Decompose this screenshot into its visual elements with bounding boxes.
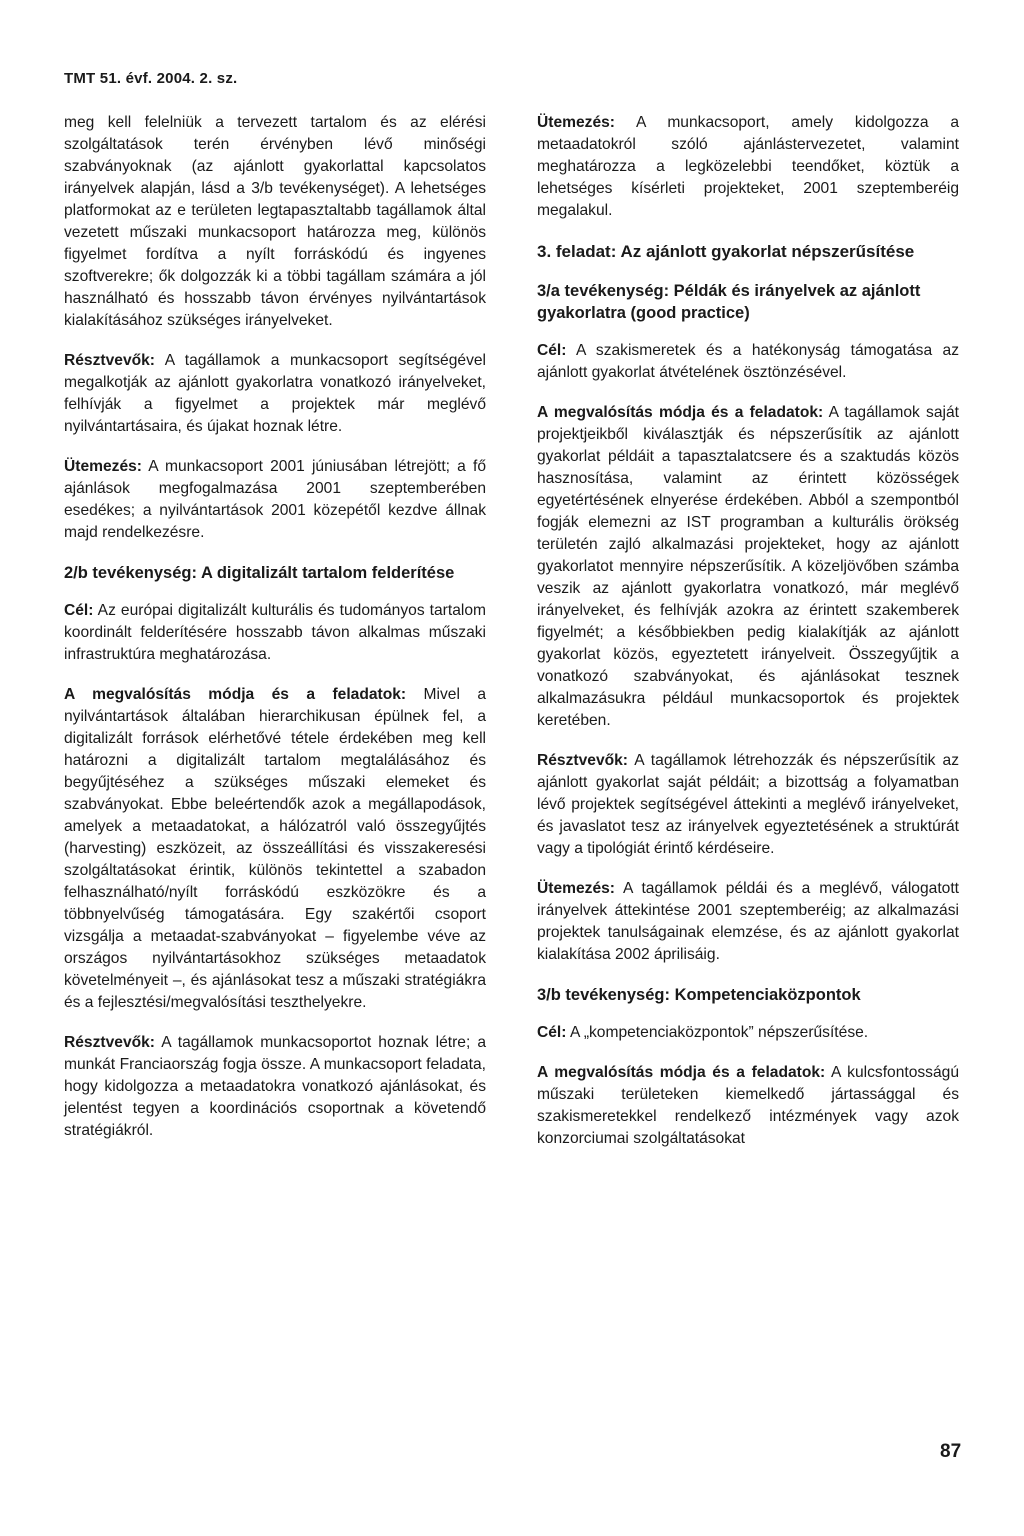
paragraph-lead: A megvalósítás módja és a feladatok:	[64, 686, 407, 703]
page-number: 87	[940, 1441, 962, 1462]
paragraph	[64, 112, 486, 332]
paragraph	[537, 340, 959, 384]
paragraph-lead: Résztvevők:	[64, 352, 156, 369]
paragraph-lead: Résztvevők:	[64, 1034, 156, 1051]
paragraph-text: A tagállamok a munkacsoport segítségével megalkotják az ajánlott gyakorlatra vonatkozó irányelveket, felhívják a figyelmet a projektek már meglévő nyilvántartásaira, és újakat hoznak létre.	[64, 352, 486, 435]
right-column	[537, 112, 959, 1168]
paragraph-text: A tagállamok saját projektjeikből kiválasztják és népszerűsítik az ajánlott gyakorlat példáit a tapasztalatcsere és a szaktudás közös hasznosítása, valamint az érintett közösségek egyetértésének elnyerése érdekében. Abból a szempontból fogják elemezni az IST programban a kulturális örökség területén zajló alkalmazási projekteket, hogy az ajánlott gyakorlatot mennyire népszerűsítik. A közeljövőben számba veszik az ajánlott gyakorlatra vonatkozó, már meglévő irányelveket, és felhívják azokra az érintett szakemberek figyelmét; a későbbiekben pedig kialakítják az ajánlott gyakorlat közös, egyeztetett irányelveit. Összegyűjtik a vonatkozó szabványokat, és ajánlásokat tesznek alkalmazásukra például munkacsoportok és projektek keretében.	[537, 404, 959, 729]
paragraph-lead: Ütemezés:	[537, 880, 615, 897]
section-heading: 3/b tevékenység: Kompetenciaközpontok	[537, 986, 861, 1004]
paragraph	[64, 1032, 486, 1142]
paragraph-lead: Cél:	[64, 602, 94, 619]
paragraph-lead: Cél:	[537, 1024, 567, 1041]
paragraph-text: A „kompetenciaközpontok” népszerűsítése.	[566, 1024, 869, 1041]
paragraph-lead: A megvalósítás módja és a feladatok:	[537, 404, 824, 421]
journal-header: TMT 51. évf. 2004. 2. sz.	[64, 70, 238, 87]
paragraph	[537, 1022, 959, 1044]
paragraph-text: A tagállamok munkacsoportot hoznak létre; a munkát Franciaország fogja össze. A munkacsoport feladata, hogy kidolgozza a metaadatokra vonatkozó ajánlásokat, és jelentést tegyen a koordinációs csoportnak a követendő stratégiákról.	[64, 1034, 486, 1139]
task-heading: 3. feladat: Az ajánlott gyakorlat népszerűsítése	[537, 242, 915, 261]
paragraph-text: A tagállamok létrehozzák és népszerűsítik az ajánlott gyakorlat saját példáit; a bizottság a folyamatban lévő projektek segítségével áttekinti a meglévő irányelveket, és javaslatot tesz az irányelvek egyeztetésének a struktúrát vagy a tipológiát érintő kérdéseire.	[537, 752, 959, 857]
paragraph	[64, 456, 486, 544]
paragraph	[537, 402, 959, 732]
left-column	[64, 112, 486, 1160]
paragraph	[537, 878, 959, 966]
paragraph	[64, 600, 486, 666]
paragraph-text: A szakismeretek és a hatékonyság támogatása az ajánlott gyakorlat átvételének ösztönzésével.	[537, 342, 959, 381]
paragraph-text: A munkacsoport 2001 júniusában létrejött; a fő ajánlások megfogalmazása 2001 szeptemberében esedékes; a nyilvántartások 2001 közepétől kezdve állnak majd rendelkezésre.	[64, 458, 486, 541]
paragraph-lead: Ütemezés:	[64, 458, 142, 475]
paragraph-text: meg kell felelniük a tervezett tartalom és az elérési szolgáltatások terén érvényben lévő minőségi szabványoknak (az ajánlott gyakorlattal kapcsolatos irányelvek alapján, lásd a 3/b tevékenységet). A lehetséges platformokat az e területen legtapasztaltabb tagállamok által vezetett műszaki munkacsoport határozza meg, különös figyelmet fordítva a nyílt forráskódú és ingyenes szoftverekre; ők dolgozzák ki a többi tagállam számára a jól használható és hosszabb távon érvényes nyilvántartások kialakításához szükséges irányelveket.	[64, 114, 486, 329]
paragraph-lead: Cél:	[537, 342, 567, 359]
section-heading: 3/a tevékenység: Példák és irányelvek az ajánlott gyakorlatra (good practice)	[537, 282, 921, 322]
paragraph	[537, 750, 959, 860]
paragraph-text: A kulcsfontosságú műszaki területeken kiemelkedő jártassággal és szakismeretekkel rendelkező intézmények vagy azok konzorciumai szolgáltatásokat	[537, 1064, 959, 1147]
paragraph-text: A munkacsoport, amely kidolgozza a metaadatokról szóló ajánlástervezetet, valamint meghatározza a legközelebbi teendőket, köztük a lehetséges kísérleti projekteket, 2001 szeptemberéig megalakul.	[537, 114, 959, 219]
paragraph-lead: A megvalósítás módja és a feladatok:	[537, 1064, 826, 1081]
paragraph	[537, 1062, 959, 1150]
paragraph-text: Mivel a nyilvántartások általában hierarchikusan épülnek fel, a digitalizált források elérhetővé tétele érdekében meg kell határozni a digitalizált tartalom megtalálásához és begyűjtéséhez a szükséges műszaki elemeket és szabványokat. Ebbe beleértendők azok a megállapodások, amelyek a metaadatokat, a hálózatról való összegyűjtés (harvesting) eszközeit, az összeállítási és visszakeresési szolgáltatásokat érintik, különös tekintettel a szabadon felhasználható/nyílt forráskódú eszközökre és a többnyelvűség támogatására. Egy szakértői csoport vizsgálja a metaadat-szabványokat – figyelembe véve az országos nyilvántartásokhoz szükséges metaadatok követelményeit –, és ajánlásokat tesz a műszaki stratégiákra és a fejlesztési/megvalósítási teszthelyekre.	[64, 686, 486, 1011]
paragraph	[537, 112, 959, 222]
section-heading: 2/b tevékenység: A digitalizált tartalom felderítése	[64, 564, 455, 582]
paragraph-lead: Ütemezés:	[537, 114, 615, 131]
paragraph-text: Az európai digitalizált kulturális és tudományos tartalom koordinált felderítésére hosszabb távon alkalmas műszaki infrastruktúra meghatározása.	[64, 602, 486, 663]
paragraph	[64, 350, 486, 438]
paragraph-lead: Résztvevők:	[537, 752, 629, 769]
paragraph-text: A tagállamok példái és a meglévő, válogatott irányelvek áttekintése 2001 szeptemberéig; az alkalmazási projektek tanulságainak elemzése, és az ajánlott gyakorlat kialakítása 2002 áprilisáig.	[537, 880, 959, 963]
paragraph	[64, 684, 486, 1014]
